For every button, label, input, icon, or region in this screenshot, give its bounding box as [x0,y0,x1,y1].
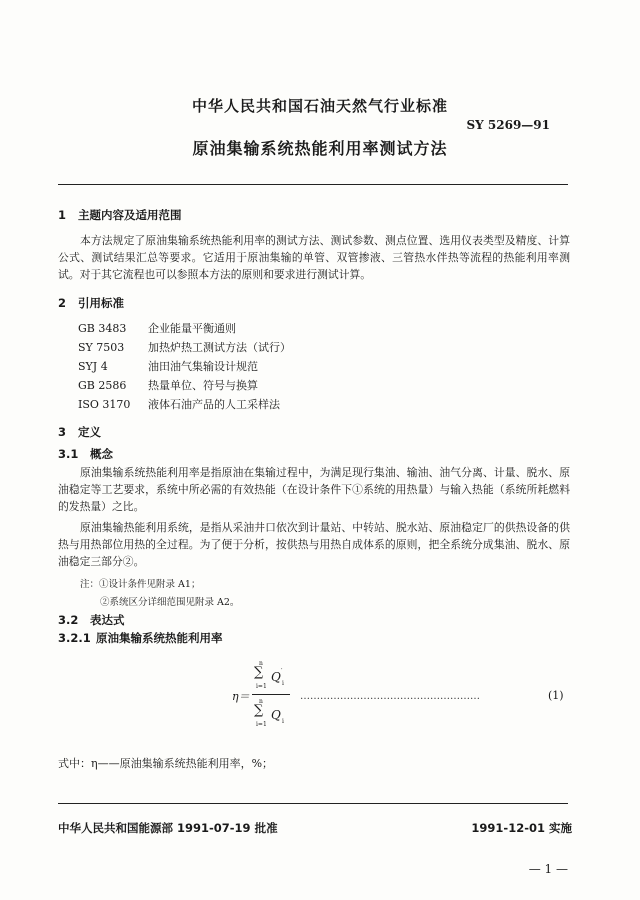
reference-item: ISO 3170 液体石油产品的人工采样法 [78,398,280,411]
equation-number: (1) [548,689,564,702]
denominator-variable: Q [271,708,281,722]
page-number: — 1 — [528,862,568,876]
header-rule [58,184,568,185]
denominator-sum-icon: ∑ [254,703,264,718]
section-1-heading: 1 主题内容及适用范围 [58,208,182,222]
footnote-2: ②系统区分详细范围见附录 A2。 [100,597,240,608]
standard-number: SY 5269—91 [466,118,550,132]
denominator-upper-limit: n [259,698,263,705]
reference-item: GB 2586 热量单位、符号与换算 [78,379,258,392]
denominator-lower-limit: i=1 [256,721,267,728]
formula-lhs: η＝ [232,690,250,703]
section-3-2-heading: 3.2 表达式 [58,613,125,627]
approval-info: 中华人民共和国能源部 1991-07-19 批准 [58,821,278,835]
section-1-paragraph: 本方法规定了原油集输系统热能利用率的测试方法、测试参数、测点位置、选用仪表类型及精度、计算公式、测试结果汇总等要求。它适用于原油集输的单管、双管掺液、三管热水伴热等流程的热能利用率测试。对于其它流程也可以参照本方法的原则和要求进行测试计算。 [58,234,570,281]
section-3-1-heading: 3.1 概念 [58,447,113,461]
section-3-heading: 3 定义 [58,425,101,439]
reference-item: GB 3483 企业能量平衡通则 [78,322,236,335]
section-3-2-1-heading: 3.2.1 原油集输系统热能利用率 [58,631,223,645]
denominator-subscript: i [282,718,284,725]
section-3-1-paragraph-2: 原油集输热能利用系统，是指从采油井口依次到计量站、中转站、脱水站、原油稳定厂的供热设备的供热与用热部位用热的全过程。为了便于分析，按供热与用热自成体系的原则，把全系统分成集油、脱水、原油稳定三部分②。 [58,521,570,568]
section-3-1-paragraph-1: 原油集输系统热能利用率是指原油在集输过程中，为满足现行集油、输油、油气分离、计量、脱水、原油稳定等工艺要求，系统中所必需的有效热能（在设计条件下①系统的用热量）与输入热能（系统所耗燃料的发热量）之比。 [58,466,570,513]
implementation-date: 1991-12-01 实施 [471,821,572,835]
numerator-prime: ′ [281,668,283,675]
issuing-authority: 中华人民共和国石油天然气行业标准 [191,97,448,115]
reference-item: SYJ 4 油田油气集输设计规范 [78,360,258,373]
document-title: 原油集输系统热能利用率测试方法 [192,139,448,158]
where-clause: 式中：η——原油集输系统热能利用率，%； [58,757,274,770]
footnote-1: 注：①设计条件见附录 A1； [80,579,201,590]
fraction-bar [252,694,290,695]
numerator-sum-icon: ∑ [254,665,264,680]
reference-item: SY 7503 加热炉热工测试方法（试行） [78,341,291,354]
footer-rule [58,803,568,804]
numerator-lower-limit: i=1 [256,683,267,690]
numerator-variable: Q [271,670,281,684]
section-2-heading: 2 引用标准 [58,296,124,310]
numerator-subscript: i [282,680,284,687]
numerator-upper-limit: n [259,660,263,667]
leader-dots: ……………………………………………… [300,691,480,702]
